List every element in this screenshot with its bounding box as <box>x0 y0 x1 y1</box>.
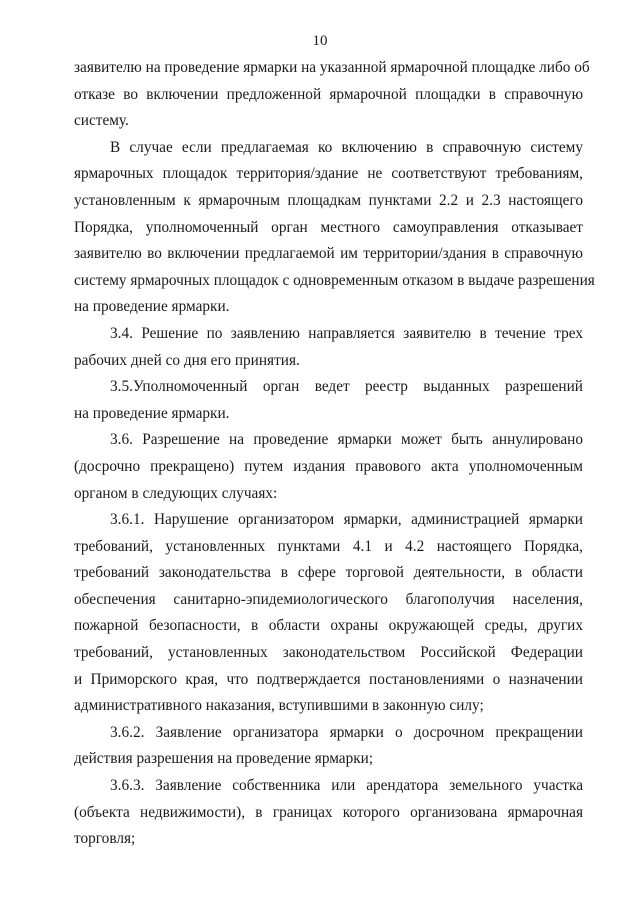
text-line: требований, установленных пунктами 4.1 и 4.2 настоящего Порядка, <box>74 537 583 555</box>
paragraph <box>74 135 595 321</box>
page-number: 10 <box>312 33 328 49</box>
text-line: обеспечения санитарно-эпидемиологического благополучия населения, <box>74 590 583 608</box>
text-line: требований законодательства в сфере торговой деятельности, в области <box>74 564 583 582</box>
paragraph <box>74 321 583 374</box>
text-line: 3.6.2. Заявление организатора ярмарки о досрочном прекращении <box>110 723 583 741</box>
text-line: 3.6.3. Заявление собственника или арендатора земельного участка <box>110 777 583 795</box>
text-line: 3.6.1. Нарушение организатором ярмарки, администрацией ярмарки <box>110 511 583 529</box>
paragraph <box>74 720 583 773</box>
text-line: (досрочно прекращено) путем издания правового акта уполномоченным <box>74 457 583 475</box>
text-line: В случае если предлагаемая ко включению в справочную систему <box>110 138 583 156</box>
text-line: заявителю во включении предлагаемой им территории/здания в справочную <box>74 245 583 263</box>
text-line: административного наказания, вступившими в законную силу; <box>74 697 484 715</box>
text-line: ярмарочных площадок территория/здание не соответствуют требованиям, <box>74 165 583 183</box>
text-line: 3.4. Решение по заявлению направляется заявителю в течение трех <box>110 324 583 342</box>
text-line: систему ярмарочных площадок с одновременным отказом в выдаче разрешения <box>74 271 595 289</box>
paragraph <box>74 773 583 853</box>
text-line: на проведение ярмарки. <box>74 404 230 422</box>
text-line: и Приморского края, что подтверждается постановлениями о назначении <box>74 670 583 688</box>
text-line: пожарной безопасности, в области охраны окружающей среды, других <box>74 617 583 635</box>
paragraph <box>74 55 590 135</box>
text-line: (объекта недвижимости), в границах которого организована ярмарочная <box>74 803 583 821</box>
text-line: Порядка, уполномоченный орган местного самоуправления отказывает <box>74 218 583 236</box>
text-line: органом в следующих случаях: <box>74 484 278 502</box>
paragraph <box>74 374 583 427</box>
text-line: действия разрешения на проведение ярмарки; <box>74 750 374 768</box>
text-line: заявителю на проведение ярмарки на указанной ярмарочной площадке либо об <box>74 59 590 76</box>
text-line: установленным к ярмарочным площадкам пунктами 2.2 и 2.3 настоящего <box>74 191 583 209</box>
text-line: отказе во включении предложенной ярмарочной площадки в справочную <box>74 85 583 103</box>
text-line: рабочих дней со дня его принятия. <box>74 351 300 369</box>
document-body <box>74 55 595 853</box>
paragraph <box>74 507 583 720</box>
text-line: 3.6. Разрешение на проведение ярмарки может быть аннулировано <box>110 431 583 449</box>
text-line: 3.5.Уполномоченный орган ведет реестр выданных разрешений <box>110 378 583 396</box>
text-line: систему. <box>74 112 129 130</box>
text-line: торговля; <box>74 830 136 848</box>
paragraph <box>74 427 583 507</box>
text-line: требований, установленных законодательством Российской Федерации <box>74 644 583 662</box>
text-line: на проведение ярмарки. <box>74 298 230 316</box>
